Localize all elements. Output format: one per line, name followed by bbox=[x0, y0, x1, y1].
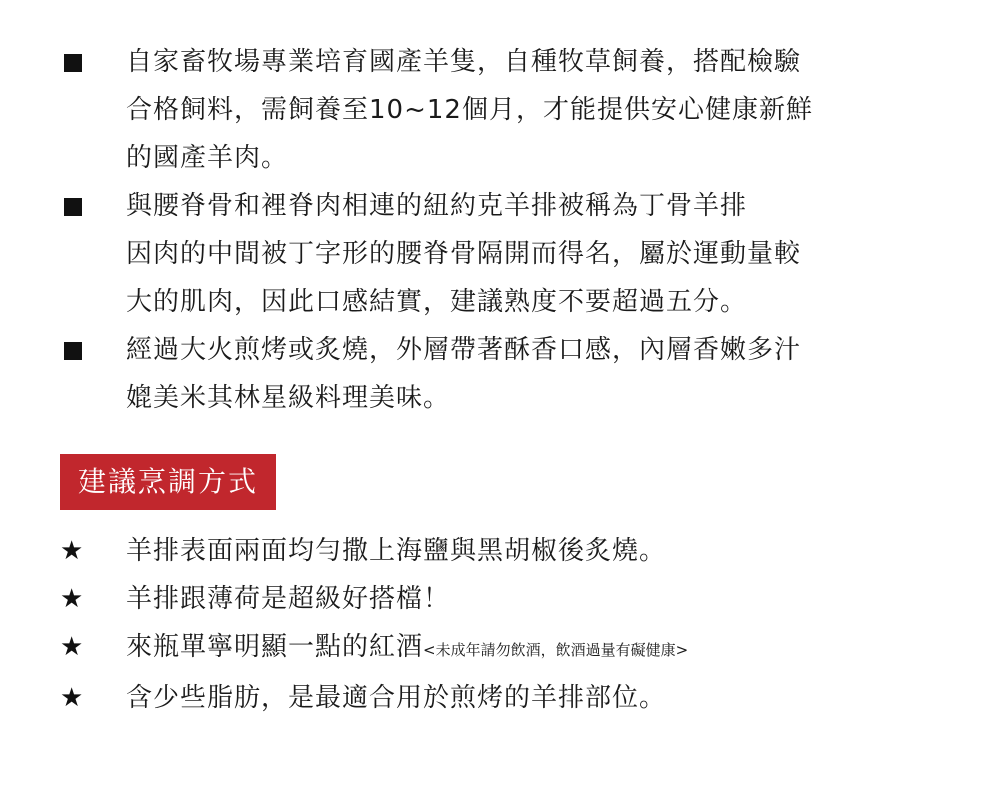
feature-line: 合格飼料，需飼養至10~12個月，才能提供安心健康新鮮 bbox=[126, 95, 813, 125]
square-bullet-icon bbox=[64, 198, 82, 216]
feature-item bbox=[60, 38, 940, 182]
feature-line: 因肉的中間被丁字形的腰脊骨隔開而得名，屬於運動量較 bbox=[126, 239, 802, 269]
tip-item bbox=[60, 575, 960, 623]
feature-item bbox=[60, 326, 940, 422]
star-icon: ★ bbox=[60, 584, 85, 614]
feature-line: 的國產羊肉。 bbox=[126, 143, 289, 173]
feature-line: 與腰脊骨和裡脊肉相連的紐約克羊排被稱為丁骨羊排 bbox=[126, 191, 748, 221]
feature-line: 自家畜牧場專業培育國產羊隻，自種牧草飼養，搭配檢驗 bbox=[126, 47, 802, 77]
feature-line: 經過大火煎烤或炙燒，外層帶著酥香口感，內層香嫩多汁 bbox=[126, 335, 802, 365]
star-icon: ★ bbox=[60, 536, 85, 566]
section-title: 建議烹調方式 bbox=[60, 454, 276, 510]
tip-text: 羊排跟薄荷是超級好搭檔！ bbox=[126, 584, 451, 614]
feature-item bbox=[60, 182, 940, 326]
tip-text: 含少些脂肪，是最適合用於煎烤的羊排部位。 bbox=[126, 683, 667, 713]
tip-text: 來瓶單寧明顯一點的紅酒 bbox=[126, 632, 424, 662]
tip-text: 羊排表面兩面均勻撒上海鹽與黑胡椒後炙燒。 bbox=[126, 536, 667, 566]
square-bullet-icon bbox=[64, 54, 82, 72]
tip-item bbox=[60, 674, 960, 722]
tip-item bbox=[60, 623, 960, 674]
feature-line: 媲美米其林星級料理美味。 bbox=[126, 383, 451, 413]
square-bullet-icon bbox=[64, 342, 82, 360]
tip-item bbox=[60, 527, 960, 575]
star-icon: ★ bbox=[60, 683, 85, 713]
cooking-tips-list bbox=[60, 527, 960, 722]
star-icon: ★ bbox=[60, 632, 85, 662]
feature-list bbox=[60, 38, 940, 422]
alcohol-warning-note: <未成年請勿飲酒，飲酒過量有礙健康> bbox=[423, 641, 689, 659]
feature-line: 大的肌肉，因此口感結實，建議熟度不要超過五分。 bbox=[126, 287, 748, 317]
